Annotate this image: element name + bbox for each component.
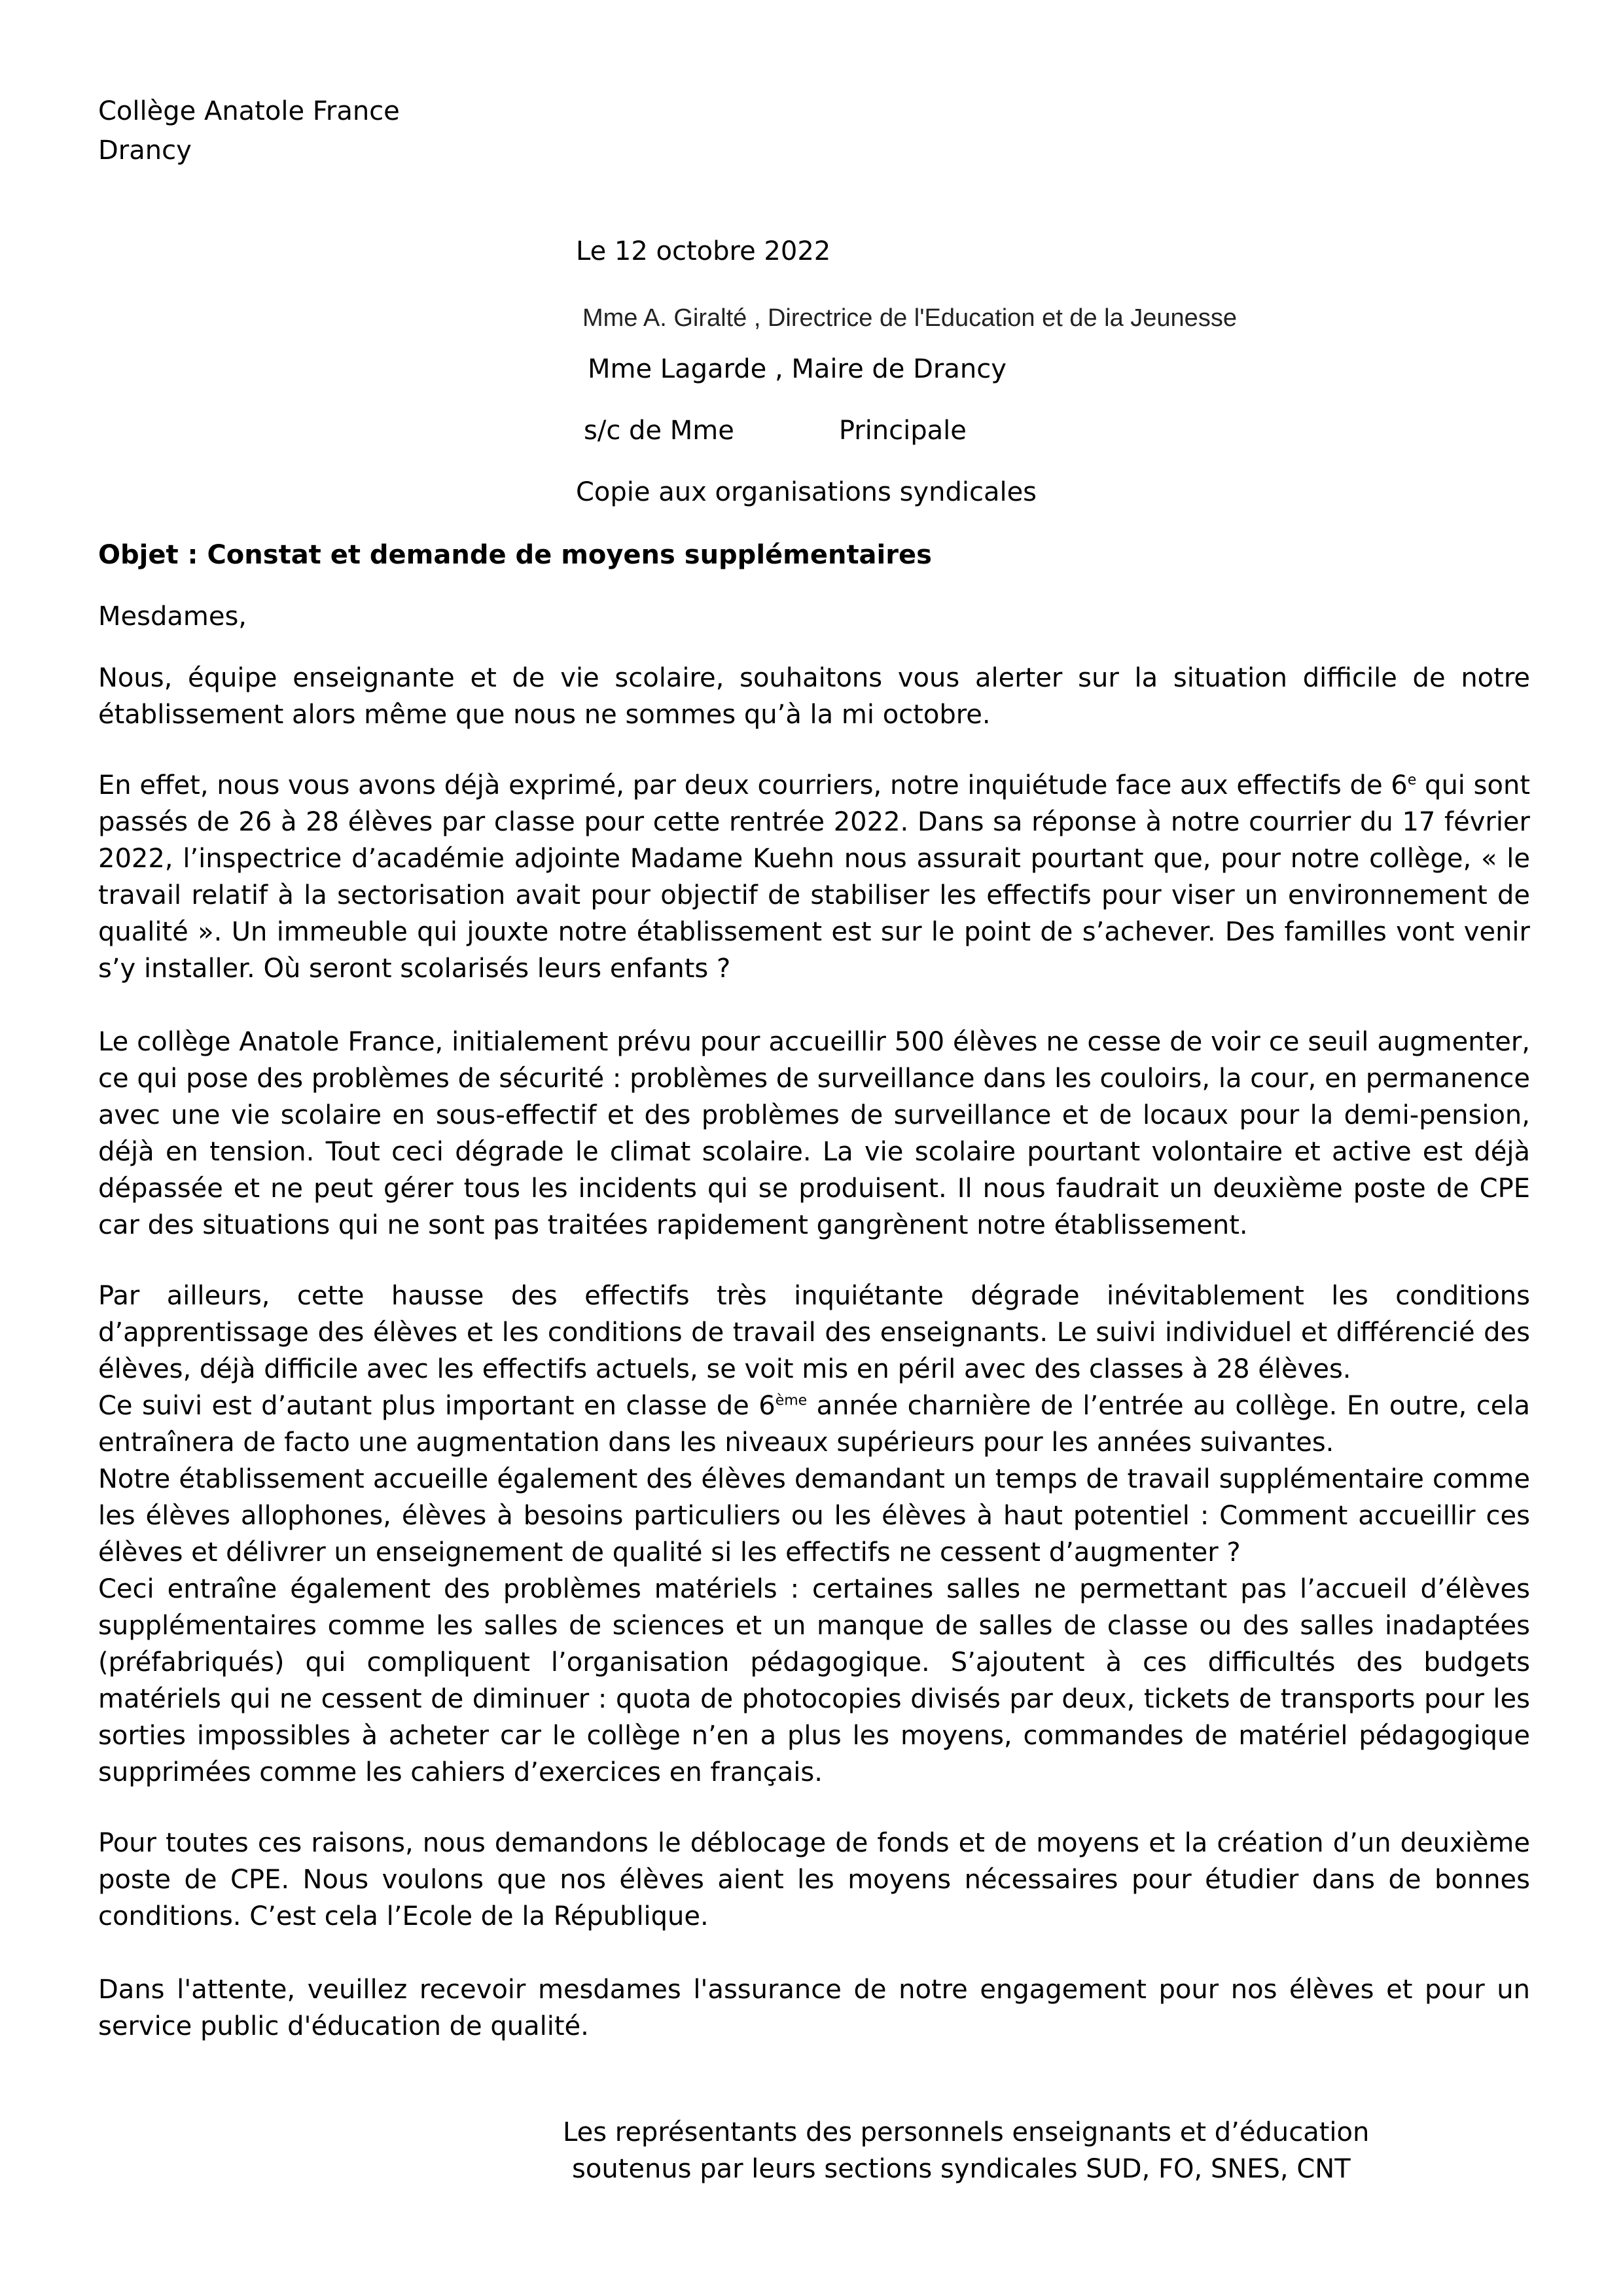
paragraph-apprentissage: Par ailleurs, cette hausse des effectifs très inquiétante dégrade inévitablement les conditions d’apprentissage des élèves et les conditions de travail des enseignants. Le suivi individuel et différencié des élèves, déjà difficile avec les effectifs actuels, se voit mis en péril avec des classes à 28 élèves. <box>98 1281 1530 1384</box>
paragraph-suivi-text-2: année charnière de l’entrée au collège. En outre, cela entraînera de facto une augmentation dans les niveaux supérieurs pour les années suivantes. <box>98 1391 1530 1458</box>
paragraph-effectifs-text-2: qui sont passés de 26 à 28 élèves par classe pour cette rentrée 2022. Dans sa réponse à notre courrier du 17 février 2022, l’inspectrice d’académie adjointe Madame Kuehn nous assurait pourtant que, pour notre collège, « le travail relatif à la sectorisation avait pour objectif de stabiliser les effectifs pour viser un environnement de qualité ». Un immeuble qui jouxte notre établissement est sur le point de s’achever. Des familles vont venir s’y installer. Où seront scolarisés leurs enfants ? <box>98 770 1531 984</box>
recipient-director: Mme A. Giralté , Directrice de l'Education et de la Jeunesse <box>582 304 1237 332</box>
paragraph-intro: Nous, équipe enseignante et de vie scolaire, souhaitons vous alerter sur la situation difficile de notre établissement alors même que nous ne sommes qu’à la mi octobre. <box>98 663 1530 730</box>
signature <box>563 2114 1369 2187</box>
signature-line-2: soutenus par leurs sections syndicales SUD, FO, SNES, CNT <box>572 2154 1351 2184</box>
paragraph-suivi <box>98 1388 1530 1461</box>
paragraph-effectifs-text-1: En effet, nous vous avons déjà exprimé, par deux courriers, notre inquiétude face aux effectifs de 6 <box>98 770 1408 800</box>
paragraph-securite: Le collège Anatole France, initialement prévu pour accueillir 500 élèves ne cesse de voir ce seuil augmenter, ce qui pose des problèmes de sécurité : problèmes de surveillance dans les couloirs, la cour, en permanence avec une vie scolaire en sous-effectif et des problèmes de surveillance et de locaux pour la demi-pension, déjà en tension. Tout ceci dégrade le climat scolaire. La vie scolaire pourtant volontaire et active est déjà dépassée et ne peut gérer tous les incidents qui se produisent. Il nous faudrait un deuxième poste de CPE car des situations qui ne sont pas traitées rapidement gangrènent notre établissement. <box>98 1027 1530 1240</box>
via-principal <box>584 412 967 449</box>
copy-line: Copie aux organisations syndicales <box>576 477 1037 507</box>
paragraph-demande: Pour toutes ces raisons, nous demandons le déblocage de fonds et de moyens et la création d’un deuxième poste de CPE. Nous voulons que nos élèves aient les moyens nécessaires pour étudier dans de bonnes conditions. C’est cela l’Ecole de la République. <box>98 1828 1530 1931</box>
paragraph-materiels: Ceci entraîne également des problèmes matériels : certaines salles ne permettant pas l’accueil d’élèves supplémentaires comme les salles de sciences et un manque de salles de classe ou des salles inadaptées (préfabriqués) qui compliquent l’organisation pédagogique. S’ajoutent à ces difficultés des budgets matériels qui ne cessent de diminuer : quota de photocopies divisés par deux, tickets de transports pour les sorties impossibles à acheter car le collège n’en a plus les moyens, commandes de matériel pédagogique supprimées comme les cahiers d’exercices en français. <box>98 1574 1530 1787</box>
via-suffix: Principale <box>838 416 967 446</box>
paragraph-suivi-text-1: Ce suivi est d’autant plus important en classe de 6 <box>98 1391 776 1421</box>
via-prefix: s/c de Mme <box>584 416 734 446</box>
salutation: Mesdames, <box>98 601 247 632</box>
paragraph-effectifs <box>98 767 1530 987</box>
recipient-mayor: Mme Lagarde , Maire de Drancy <box>588 354 1007 384</box>
signature-line-1: Les représentants des personnels enseignants et d’éducation <box>563 2117 1370 2147</box>
sender-city: Drancy <box>98 135 192 166</box>
paragraph-closing: Dans l'attente, veuillez recevoir mesdames l'assurance de notre engagement pour nos élèves et pour un service public d'éducation de qualité. <box>98 1975 1530 2041</box>
paragraph-eleves-besoins: Notre établissement accueille également des élèves demandant un temps de travail supplémentaire comme les élèves allophones, élèves à besoins particuliers ou les élèves à haut potentiel : Comment accueillir ces élèves et délivrer un enseignement de qualité si les effectifs ne cessent d’augmenter ? <box>98 1464 1530 1568</box>
ordinal-superscript: e <box>1407 772 1417 789</box>
letter-object: Objet : Constat et demande de moyens supplémentaires <box>98 540 932 570</box>
sender-name: Collège Anatole France <box>98 96 400 126</box>
letter-date: Le 12 octobre 2022 <box>576 236 831 266</box>
ordinal-superscript: ème <box>775 1392 808 1409</box>
